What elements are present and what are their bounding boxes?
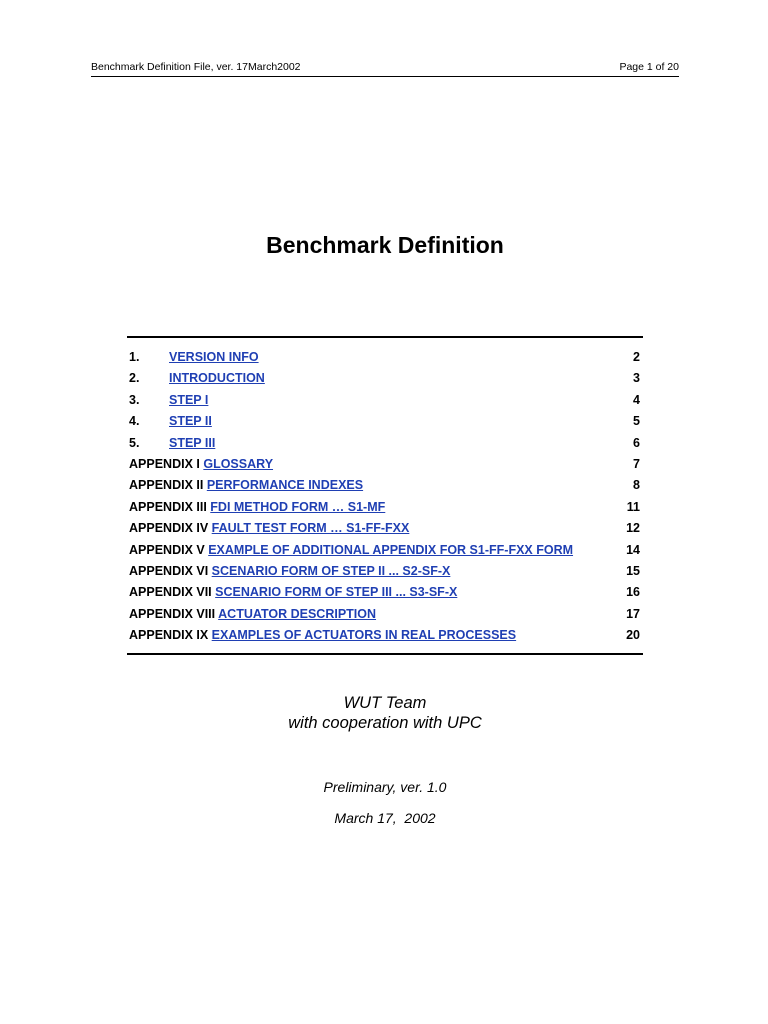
toc-row [129,390,640,411]
toc-link[interactable]: SCENARIO FORM OF STEP II ... S2-SF-X [211,563,451,578]
toc-appendix-label: APPENDIX VI [129,563,209,578]
author-block [0,693,768,733]
toc-row [129,582,640,603]
toc-row [129,540,640,561]
toc-number: 5. [129,435,140,450]
toc-row [129,497,640,518]
toc-top-rule [127,336,643,338]
toc-appendix-label: APPENDIX I [129,456,200,471]
toc-number: 3. [129,392,140,407]
toc-entry [129,540,573,561]
toc-link[interactable]: GLOSSARY [203,456,274,471]
toc-link[interactable]: ACTUATOR DESCRIPTION [218,606,377,621]
toc-appendix-label: APPENDIX III [129,499,207,514]
toc-link[interactable]: PERFORMANCE INDEXES [206,478,364,493]
toc-page-number: 11 [626,499,640,514]
toc-appendix-label: APPENDIX II [129,478,204,493]
toc-row [129,561,640,582]
header-document-name: Benchmark Definition File, ver. 17March2002 [91,61,301,73]
toc-row [129,347,640,368]
toc-page-number: 15 [626,563,640,578]
toc-page-number: 14 [626,542,640,557]
toc-row [129,454,640,475]
toc-page-number: 20 [626,628,640,643]
toc-link[interactable]: SCENARIO FORM OF STEP III ... S3-SF-X [215,585,458,600]
toc-row [129,433,640,454]
header-page-number: Page 1 of 20 [619,61,679,73]
toc-page-number: 7 [633,456,640,471]
toc-entry [129,475,363,496]
toc-page-number: 17 [626,606,640,621]
toc-number: 4. [129,414,140,429]
toc-entry [129,582,457,603]
toc-number: 2. [129,371,140,386]
document-title: Benchmark Definition [266,232,504,258]
toc-entry [129,561,450,582]
toc-page-number: 5 [633,414,640,429]
toc-page-number: 8 [633,478,640,493]
toc-link[interactable]: FAULT TEST FORM … S1-FF-FXX [211,521,410,536]
toc-bottom-rule [127,653,643,655]
toc-appendix-label: APPENDIX IV [129,521,209,536]
toc-entry [129,497,385,518]
toc-row [129,604,640,625]
toc-link[interactable]: EXAMPLE OF ADDITIONAL APPENDIX FOR S1-FF-FXX FORM [208,542,574,557]
toc-link[interactable]: STEP I [169,392,209,407]
toc-page-number: 2 [633,350,640,364]
toc-page-number: 16 [626,585,640,600]
toc-page-number: 4 [633,392,640,407]
toc-appendix-label: APPENDIX VII [129,585,212,600]
team-cooperation: with cooperation with UPC [288,714,482,732]
toc-row [129,625,640,646]
toc-link[interactable]: FDI METHOD FORM … S1-MF [210,499,386,514]
toc-row [129,411,640,432]
toc-page-number: 3 [633,371,640,386]
toc-appendix-label: APPENDIX V [129,542,205,557]
toc-entry [129,518,409,539]
toc-entry [129,454,273,475]
toc-link[interactable]: STEP II [169,414,212,429]
toc-number: 1. [129,350,140,364]
toc-appendix-label: APPENDIX VIII [129,606,216,621]
toc-link[interactable]: INTRODUCTION [169,371,265,386]
toc-row [129,368,640,389]
toc-page-number: 6 [633,435,640,450]
version-note: Preliminary, ver. 1.0 [323,779,447,795]
toc-link[interactable]: VERSION INFO [169,350,259,364]
page-header [91,60,679,77]
toc-page-number: 12 [626,521,640,536]
team-name: WUT Team [343,694,427,712]
toc-link[interactable]: STEP III [169,435,216,450]
document-date: March 17, 2002 [334,810,436,826]
toc-row [129,518,640,539]
toc-row [129,475,640,496]
table-of-contents [129,347,640,646]
toc-appendix-label: APPENDIX IX [129,628,209,643]
toc-entry [129,625,516,646]
toc-entry [129,604,376,625]
toc-link[interactable]: EXAMPLES OF ACTUATORS IN REAL PROCESSES [211,628,517,643]
